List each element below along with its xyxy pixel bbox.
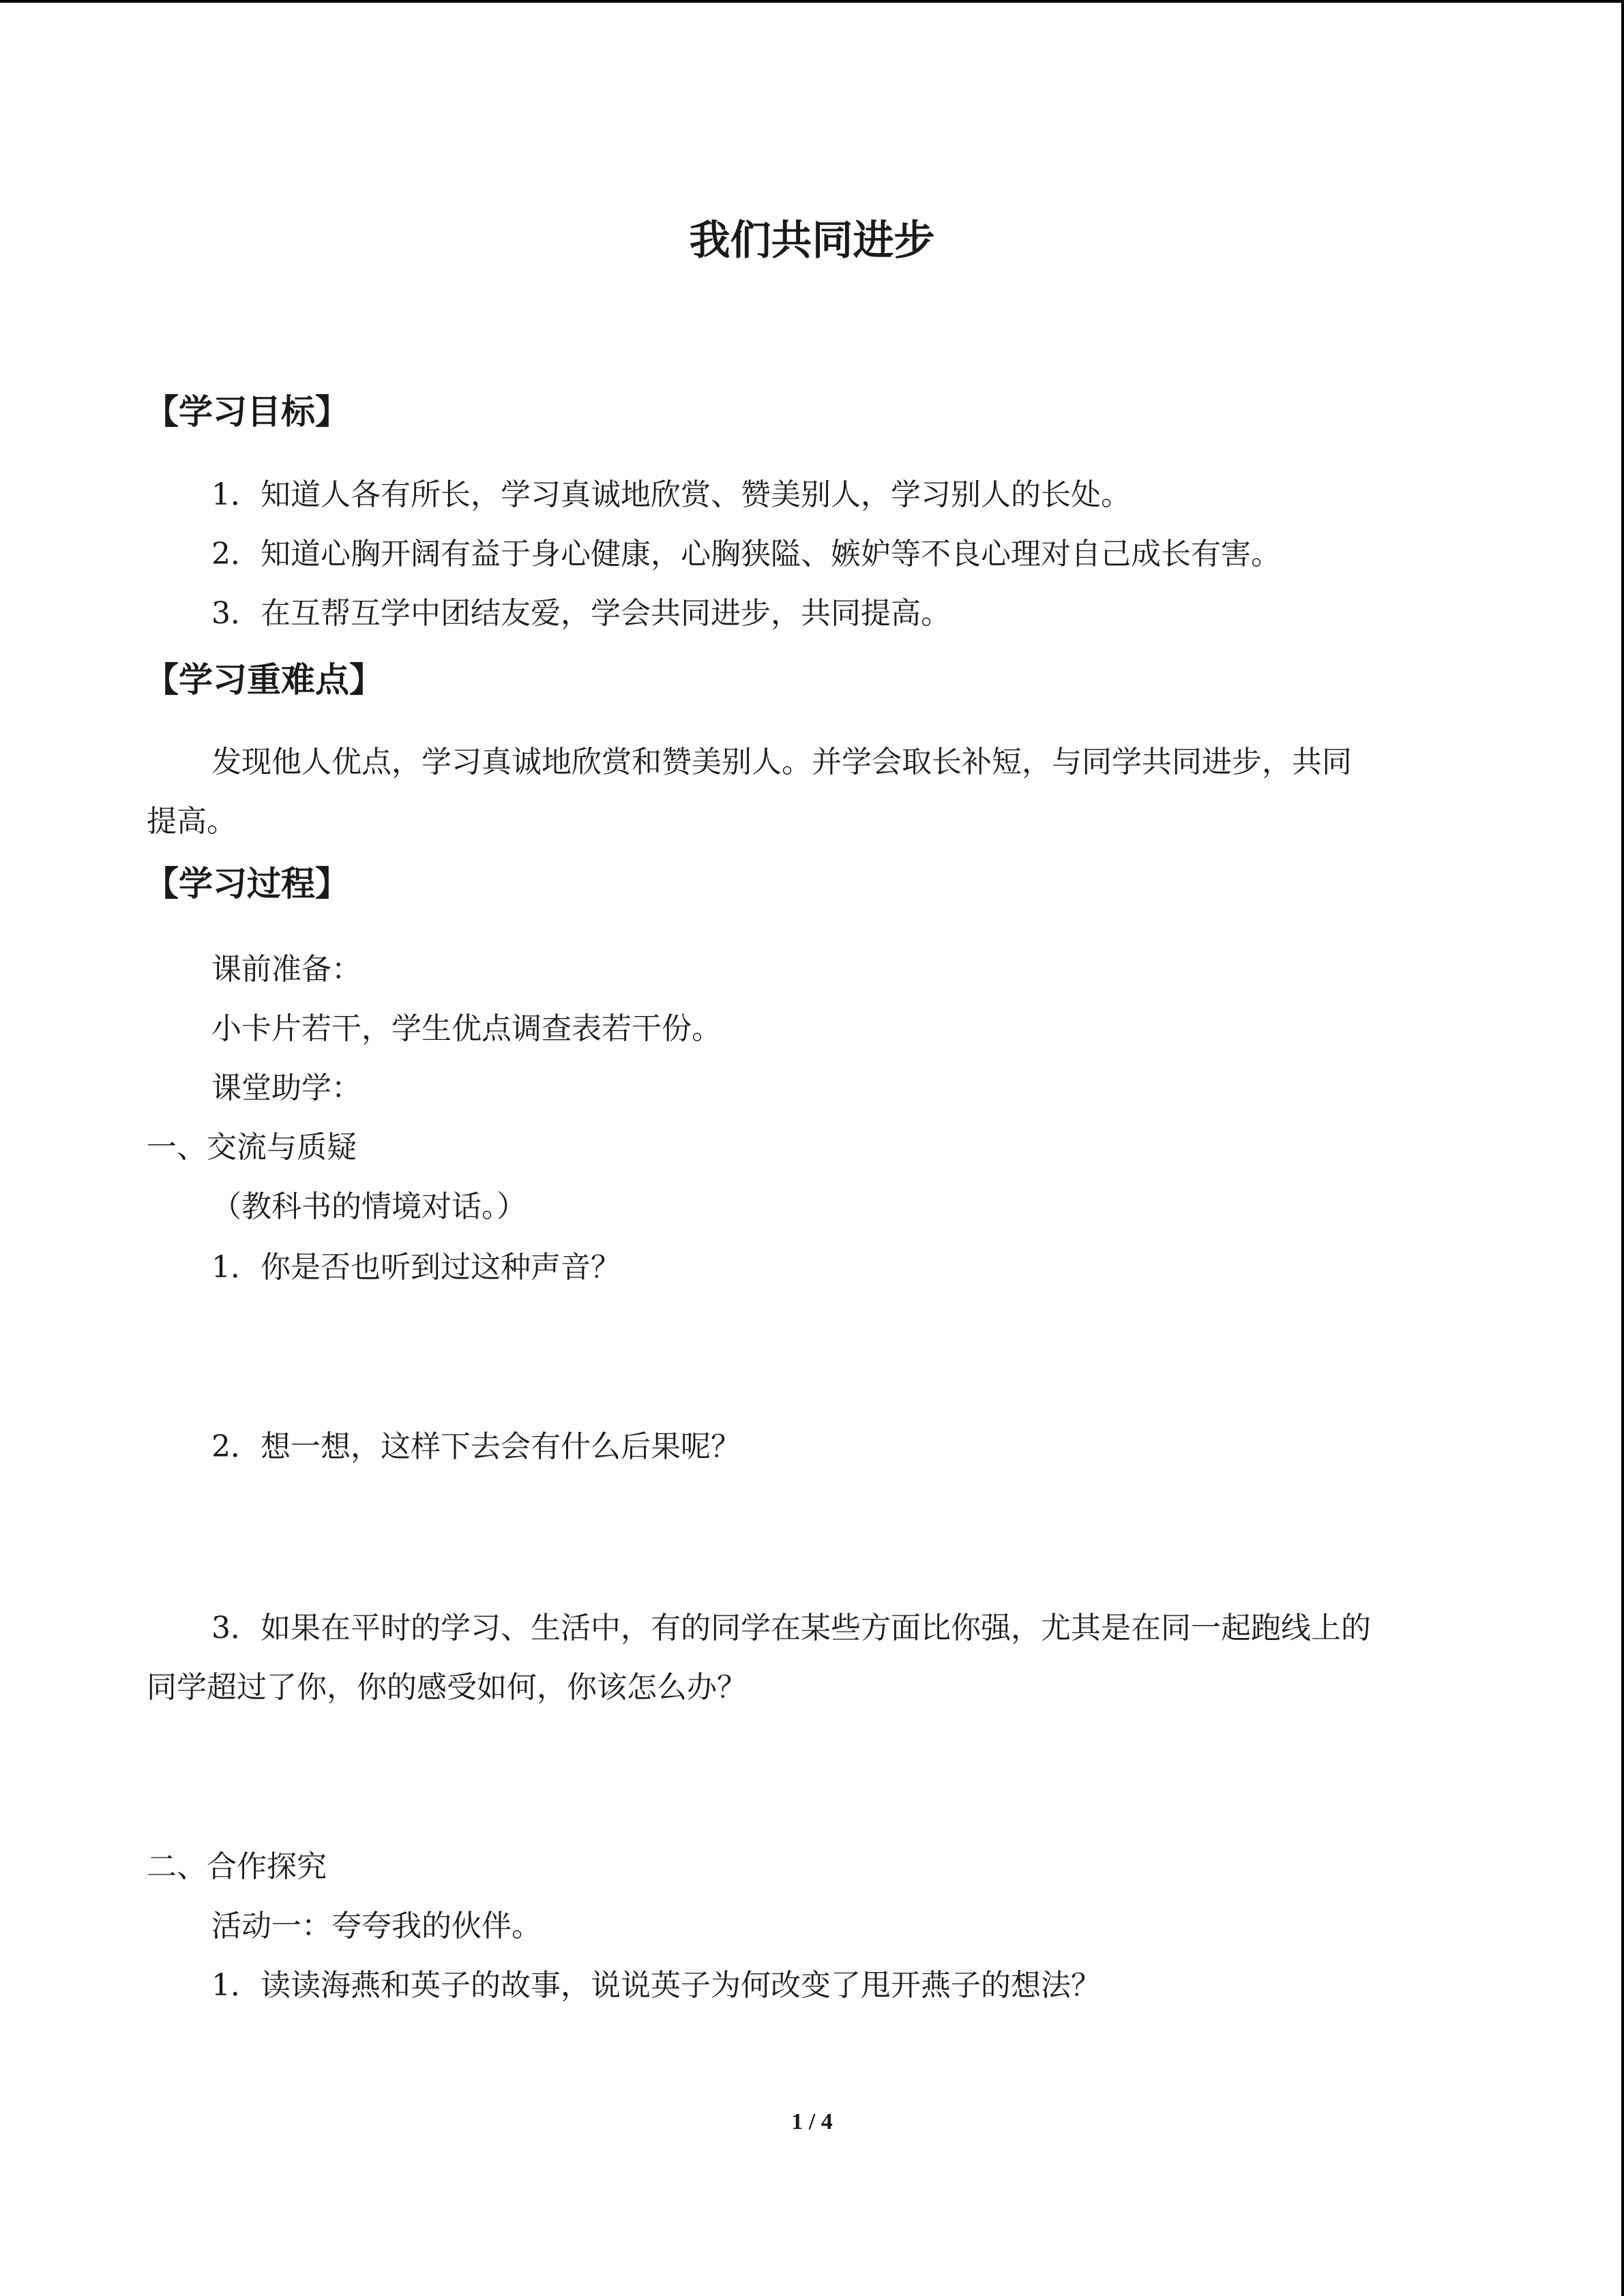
- goal-item: 2．知道心胸开阔有益于身心健康，心胸狭隘、嫉妒等不良心理对自己成长有害。: [211, 537, 1281, 571]
- keypoints-text: 发现他人优点，学习真诚地欣赏和赞美别人。并学会取长补短，与同学共同进步，共同: [211, 745, 1352, 779]
- part1-note: （教科书的情境对话。）: [211, 1189, 527, 1224]
- part1-title: 一、交流与质疑: [147, 1130, 357, 1165]
- question-2: 2．想一想，这样下去会有什么后果呢？: [211, 1429, 741, 1464]
- activity-1: 活动一：夸夸我的伙伴。: [211, 1909, 542, 1943]
- question-3: 3．如果在平时的学习、生活中，有的同学在某些方面比你强，尤其是在同一起跑线上的: [211, 1611, 1371, 1645]
- goal-item: 1．知道人各有所长，学习真诚地欣赏、赞美别人，学习别人的长处。: [211, 477, 1131, 512]
- part2-title: 二、合作探究: [147, 1849, 327, 1884]
- keypoints-heading: 【学习重难点】: [145, 660, 383, 700]
- top-border-line: [0, 0, 1624, 3]
- class-label: 课堂助学：: [211, 1071, 361, 1105]
- goals-heading: 【学习目标】: [145, 392, 349, 432]
- goal-item: 3．在互帮互学中团结友爱，学会共同进步，共同提高。: [211, 596, 951, 631]
- question-3-cont: 同学超过了你，你的感受如何，你该怎么办？: [147, 1670, 747, 1705]
- page-title: 我们共同进步: [689, 217, 935, 265]
- prep-text: 小卡片若干，学生优点调查表若干份。: [211, 1011, 722, 1046]
- question-1: 1．你是否也听到过这种声音？: [211, 1250, 621, 1285]
- right-border-line: [1621, 0, 1624, 2296]
- prep-label: 课前准备：: [211, 952, 361, 987]
- activity-question-1: 1．读读海燕和英子的故事，说说英子为何改变了甩开燕子的想法？: [211, 1968, 1101, 2003]
- page-number: 1 / 4: [791, 2109, 833, 2134]
- process-heading: 【学习过程】: [145, 864, 349, 904]
- keypoints-text-cont: 提高。: [147, 804, 237, 839]
